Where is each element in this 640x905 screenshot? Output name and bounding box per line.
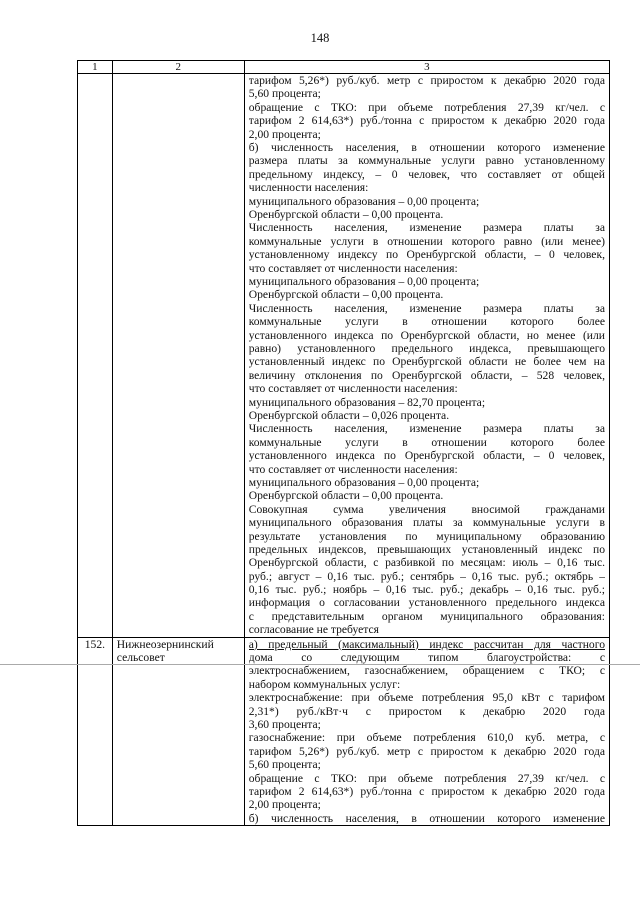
tariff-table: [77, 60, 610, 826]
text-line: с представительным органом муниципального образования:: [248, 609, 605, 623]
row-number-cell: 152.: [78, 637, 113, 826]
text-line: газоснабжение: при объеме потребления 610,0 куб. метра, с: [248, 731, 605, 745]
text-line: электроснабжение: при объеме потребления 95,0 кВт с тарифом: [248, 691, 605, 705]
text-line: муниципального образования платы за коммунальные услуги в: [248, 516, 605, 530]
table-row-152: [78, 637, 610, 826]
text-line: обращение с ТКО: при объеме потребления 27,39 кг/чел. с: [248, 771, 605, 785]
text-line: 0,16 тыс. руб.; ноябрь – 0,16 тыс. руб.; декабрь – 0,16 тыс. руб.;: [248, 583, 605, 597]
text-line: предельному индексу, – 0 человек, что составляет от общей: [248, 167, 605, 181]
table-header-row: [78, 61, 610, 74]
text-line: что составляет от численности населения:: [248, 462, 458, 476]
text-line: предельных индексов, превышающих установленный индекс по: [248, 542, 605, 556]
text-line: муниципального образования – 0,00 процента;: [248, 475, 480, 489]
text-line: Оренбургской области – 0,026 процента.: [248, 408, 450, 422]
text-line: Оренбургской области – 0,00 процента.: [248, 288, 444, 302]
text-line: муниципального образования – 82,70 процента;: [248, 395, 486, 409]
description-cell: [244, 74, 609, 638]
text-line: б) численность населения, в отношении которого изменение: [248, 140, 605, 154]
header-col-1: 1: [78, 61, 113, 74]
text-line: установленному индексу по Оренбургской области, – 0 человек,: [248, 248, 605, 262]
settlement-name-line: сельсовет: [116, 651, 165, 665]
text-line: набором коммунальных услуг:: [248, 677, 401, 691]
text-line: руб.; август – 0,16 тыс. руб.; сентябрь – 0,16 тыс. руб.; октябрь –: [248, 569, 605, 583]
text-line: Численность населения, изменение размера платы за: [248, 422, 605, 436]
text-line: величину отклонения по Оренбургской области, – 528 человек,: [248, 368, 605, 382]
settlement-name-cell: [112, 74, 244, 638]
text-line: что составляет от численности населения:: [248, 261, 458, 275]
text-line: Численность населения, изменение размера платы за: [248, 301, 605, 315]
text-line: установленного индекса по Оренбургской области, – 0 человек,: [248, 449, 605, 463]
text-line: установленный индекс по Оренбургской области не более чем на: [248, 355, 605, 369]
text-line: 5,60 процента;: [248, 87, 321, 101]
settlement-name-cell: [112, 637, 244, 826]
text-line: а) предельный (максимальный) индекс рассчитан для частного: [248, 637, 605, 651]
header-col-2: 2: [112, 61, 244, 74]
settlement-name-line: Нижнеозернинский: [116, 637, 214, 651]
text-line: муниципального образования – 0,00 процента;: [248, 194, 480, 208]
header-col-3: 3: [244, 61, 609, 74]
row-number-cell: [78, 74, 113, 638]
text-line: результате установления по муниципальному образованию: [248, 529, 605, 543]
text-line: информация о согласовании установленного предельного индекса: [248, 596, 605, 610]
text-line: дома со следующим типом благоустройства: с: [248, 651, 605, 665]
text-line: тарифом 2 614,63*) руб./тонна с приростом к декабрю 2020 года: [248, 114, 605, 128]
text-line: равно) установленного предельного индекса, превышающего: [248, 341, 605, 355]
text-line: размера платы за коммунальные услуги равно установленному: [248, 154, 605, 168]
text-line: Оренбургской области, с разбивкой по месяцам: июль – 0,16 тыс.: [248, 556, 605, 570]
text-line: Оренбургской области – 0,00 процента.: [248, 207, 444, 221]
text-line: установленного индекса по Оренбургской области, но менее (или: [248, 328, 605, 342]
description-cell: [244, 637, 609, 826]
table-row-continuation: [78, 74, 610, 638]
scan-line: [0, 664, 640, 665]
text-line: тарифом 5,26*) руб./куб. метр с приростом к декабрю 2020 года: [248, 74, 605, 87]
text-line: коммунальные услуги в отношении которого более: [248, 315, 605, 329]
text-line: согласование не требуется: [248, 623, 379, 637]
text-line: Численность населения, изменение размера платы за: [248, 221, 605, 235]
page-number: 148: [310, 31, 330, 45]
text-line: б) численность населения, в отношении которого изменение: [248, 811, 605, 825]
text-line: 2,00 процента;: [248, 798, 321, 812]
text-line: численности населения:: [248, 181, 369, 195]
text-line: 3,60 процента;: [248, 718, 321, 731]
text-line: 2,00 процента;: [248, 127, 321, 141]
text-line: 5,60 процента;: [248, 758, 321, 772]
text-line: что составляет от численности населения:: [248, 382, 458, 396]
text-line: коммунальные услуги в отношении которого более: [248, 435, 605, 449]
text-line: обращение с ТКО: при объеме потребления 27,39 кг/чел. с: [248, 100, 605, 114]
text-line: Оренбургской области – 0,00 процента.: [248, 489, 444, 503]
text-line: Совокупная сумма увеличения вносимой гражданами: [248, 502, 605, 516]
text-line: муниципального образования – 0,00 процента;: [248, 274, 480, 288]
text-line: электроснабжением, газоснабжением, обращением с ТКО; с: [248, 664, 605, 678]
text-line: тарифом 5,26*) руб./куб. метр с приростом к декабрю 2020 года: [248, 744, 605, 758]
text-line: 2,31*) руб./кВт·ч с приростом к декабрю 2020 года: [248, 704, 605, 718]
text-line: тарифом 2 614,63*) руб./тонна с приростом к декабрю 2020 года: [248, 784, 605, 798]
text-line: коммунальные услуги в отношении которого равно (или менее): [248, 234, 605, 248]
